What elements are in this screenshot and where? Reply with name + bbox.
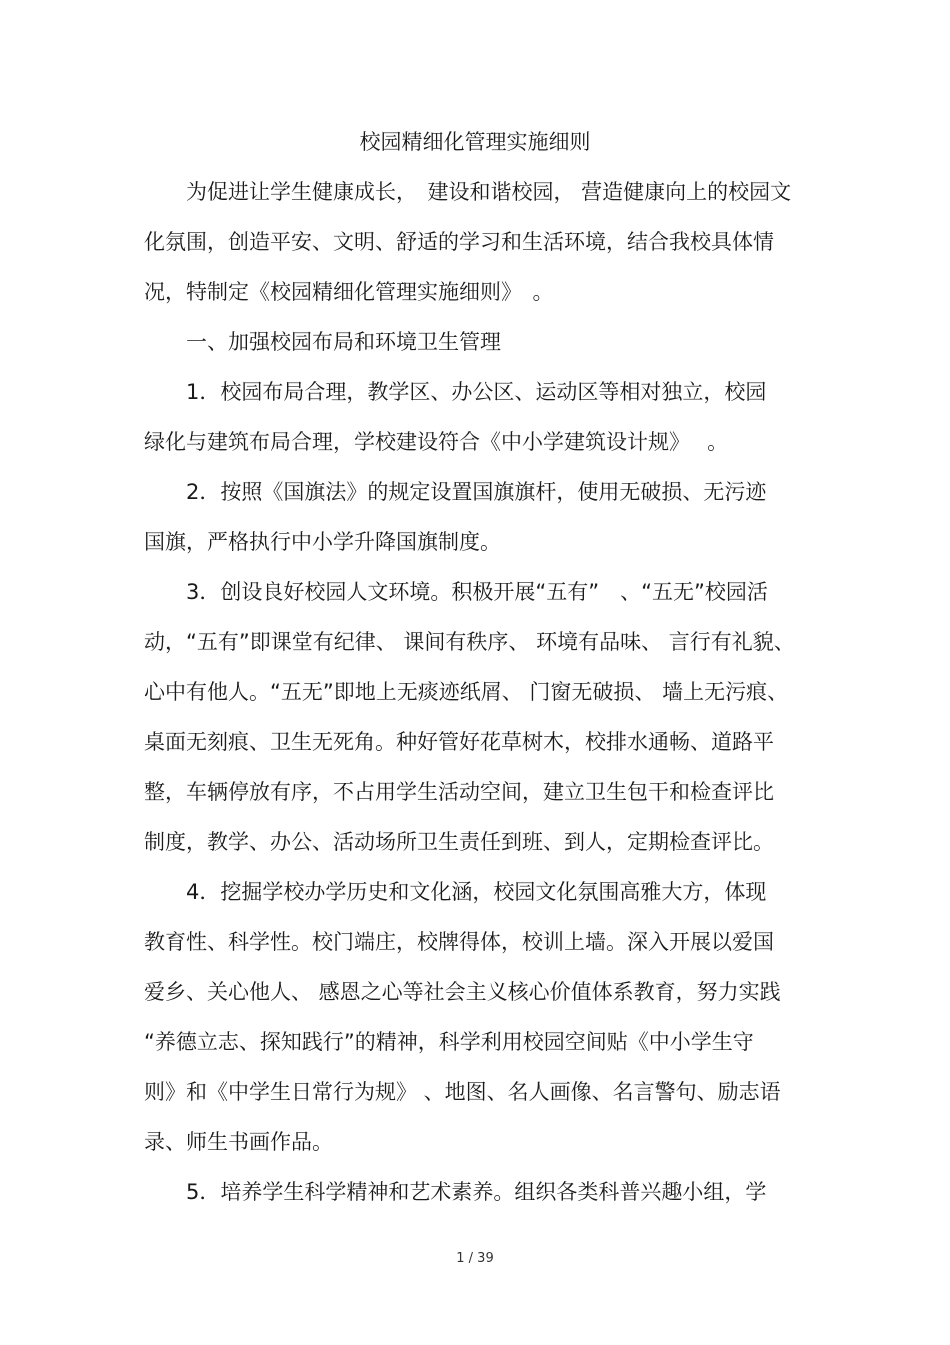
section-heading-1: 一、加强校园布局和环境卫生管理 bbox=[186, 330, 501, 354]
item-4-line-2: 教育性、科学性。校门端庄，校牌得体，校训上墙。深入开展以爱国 bbox=[144, 930, 774, 954]
item-1-line-2: 绿化与建筑布局合理，学校建设符合《中小学建筑设计规》 。 bbox=[144, 430, 729, 454]
item-3-line-2: 动，“五有”即课堂有纪律、 课间有秩序、 环境有品味、 言行有礼貌、 bbox=[144, 630, 795, 654]
paragraph-line-intro-1: 为促进让学生健康成长， 建设和谐校园， 营造健康向上的校园文 bbox=[186, 180, 792, 204]
item-3-line-6: 制度，教学、办公、活动场所卫生责任到班、到人，定期检查评比。 bbox=[144, 830, 774, 854]
item-2-line-2: 国旗，严格执行中小学升降国旗制度。 bbox=[144, 530, 501, 554]
item-3-line-5: 整，车辆停放有序，不占用学生活动空间，建立卫生包干和检查评比 bbox=[144, 780, 774, 804]
item-4-line-5: 则》和《中学生日常行为规》 、地图、名人画像、名言警句、励志语 bbox=[144, 1080, 781, 1104]
item-4-line-4: “养德立志、探知践行”的精神，科学利用校园空间贴《中小学生守 bbox=[144, 1030, 754, 1054]
paragraph-line-intro-2: 化氛围，创造平安、文明、舒适的学习和生活环境，结合我校具体情 bbox=[144, 230, 774, 254]
item-3-line-4: 桌面无刻痕、卫生无死角。种好管好花草树木，校排水通畅、道路平 bbox=[144, 730, 774, 754]
item-1-line-1: 1．校园布局合理，教学区、办公区、运动区等相对独立，校园 bbox=[186, 380, 767, 404]
item-3-line-1: 3．创设良好校园人文环境。积极开展“五有” 、“五无”校园活 bbox=[186, 580, 768, 604]
document-title: 校园精细化管理实施细则 bbox=[359, 130, 591, 154]
item-4-line-6: 录、师生书画作品。 bbox=[144, 1130, 333, 1154]
item-4-line-3: 爱乡、关心他人、 感恩之心等社会主义核心价值体系教育，努力实践 bbox=[144, 980, 781, 1004]
item-2-line-1: 2．按照《国旗法》的规定设置国旗旗杆，使用无破损、无污迹 bbox=[186, 480, 767, 504]
item-4-line-1: 4．挖掘学校办学历史和文化涵，校园文化氛围高雅大方，体现 bbox=[186, 880, 767, 904]
item-3-line-3: 心中有他人。“五无”即地上无痰迹纸屑、 门窗无破损、 墙上无污痕、 bbox=[144, 680, 789, 704]
paragraph-line-intro-3: 况，特制定《校园精细化管理实施细则》 。 bbox=[144, 280, 554, 304]
page-number: 1 / 39 bbox=[456, 1251, 494, 1266]
item-5-line-1: 5．培养学生科学精神和艺术素养。组织各类科普兴趣小组，学 bbox=[186, 1180, 767, 1204]
